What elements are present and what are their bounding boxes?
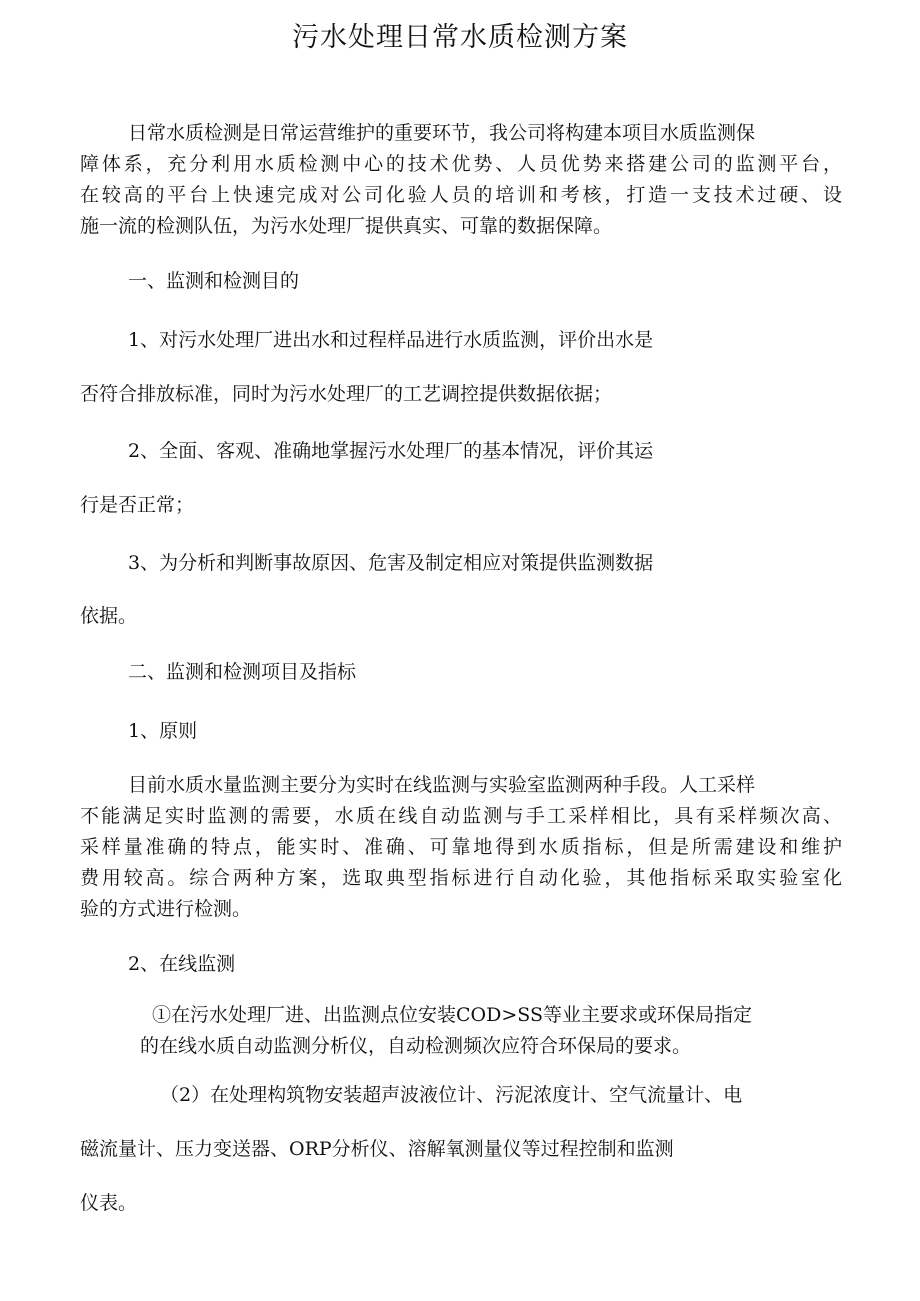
section-heading-purpose: 一、监测和检测目的 bbox=[128, 270, 300, 292]
principle-line-1: 目前水质水量监测主要分为实时在线监测与实验室监测两种手段。人工采样 bbox=[128, 774, 756, 796]
online-item-2-line-3: 仪表。 bbox=[80, 1192, 138, 1214]
purpose-3-line-2: 依据。 bbox=[80, 605, 138, 627]
intro-line-1: 日常水质检测是日常运营维护的重要环节，我公司将构建本项目水质监测保 bbox=[128, 122, 756, 144]
intro-line-3: 在较高的平台上快速完成对公司化验人员的培训和考核，打造一支技术过硬、设 bbox=[80, 184, 842, 206]
document-title: 污水处理日常水质检测方案 bbox=[292, 22, 628, 53]
principle-line-4: 费用较高。综合两种方案，选取典型指标进行自动化验，其他指标采取实验室化 bbox=[80, 867, 842, 889]
online-heading: 2、在线监测 bbox=[128, 953, 236, 975]
purpose-3-line-1: 3、为分析和判断事故原因、危害及制定相应对策提供监测数据 bbox=[128, 552, 654, 574]
intro-line-4: 施一流的检测队伍，为污水处理厂提供真实、可靠的数据保障。 bbox=[80, 215, 613, 237]
online-item-2-line-2: 磁流量计、压力变送器、ORP分析仪、溶解氧测量仪等过程控制和监测 bbox=[80, 1138, 674, 1160]
principle-line-3: 采样量准确的特点，能实时、准确、可靠地得到水质指标，但是所需建设和维护 bbox=[80, 836, 842, 858]
purpose-2-line-2: 行是否正常； bbox=[80, 494, 195, 516]
intro-line-2: 障体系，充分利用水质检测中心的技术优势、人员优势来搭建公司的监测平台， bbox=[80, 153, 842, 175]
online-item-1-line-2: 的在线水质自动监测分析仪，自动检测频次应符合环保局的要求。 bbox=[140, 1035, 692, 1057]
purpose-2-line-1: 2、全面、客观、准确地掌握污水处理厂的基本情况，评价其运 bbox=[128, 440, 654, 462]
purpose-1-line-1: 1、对污水处理厂进出水和过程样品进行水质监测，评价出水是 bbox=[128, 329, 654, 351]
principle-line-2: 不能满足实时监测的需要，水质在线自动监测与手工采样相比，具有采样频次高、 bbox=[80, 805, 842, 827]
online-item-2-line-1: （2）在处理构筑物安装超声波液位计、污泥浓度计、空气流量计、电 bbox=[160, 1084, 743, 1106]
principle-heading: 1、原则 bbox=[128, 720, 198, 742]
section-heading-items: 二、监测和检测项目及指标 bbox=[128, 661, 357, 683]
online-item-1-line-1: ①在污水处理厂进、出监测点位安装COD>SS等业主要求或环保局指定 bbox=[152, 1004, 752, 1026]
principle-line-5: 验的方式进行检测。 bbox=[80, 898, 252, 920]
purpose-1-line-2: 否符合排放标准，同时为污水处理厂的工艺调控提供数据依据； bbox=[80, 383, 613, 405]
